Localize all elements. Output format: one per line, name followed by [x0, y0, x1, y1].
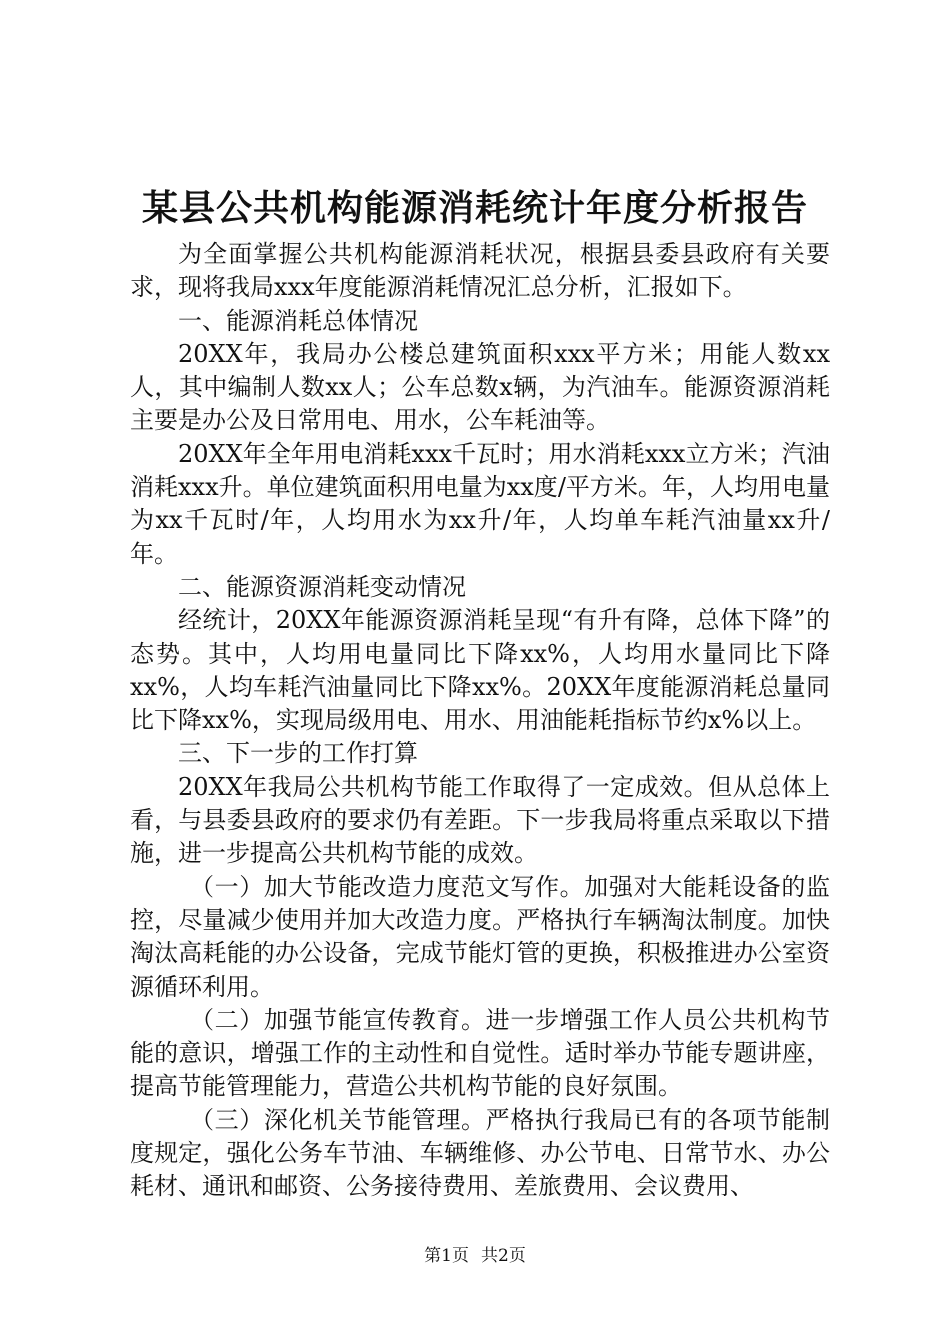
- measure-paragraph-2: （二）加强节能宣传教育。进一步增强工作人员公共机构节能的意识，增强工作的主动性和自觉性。适时举办节能专题讲座，提高节能管理能力，营造公共机构节能的良好氛围。: [130, 1005, 830, 1101]
- section-heading-1: 一、能源消耗总体情况: [178, 306, 418, 335]
- section-heading-2: 二、能源资源消耗变动情况: [178, 572, 466, 601]
- measure-paragraph-3: （三）深化机关节能管理。严格执行我局已有的各项节能制度规定，强化公务车节油、车辆维修、办公节电、日常节水、办公耗材、通讯和邮资、公务接待费用、差旅费用、会议费用、: [130, 1105, 830, 1201]
- document-title: 某县公共机构能源消耗统计年度分析报告: [141, 187, 808, 229]
- page-total: 共2页: [481, 1246, 526, 1266]
- body-paragraph: 20XX年全年用电消耗xxx千瓦时；用水消耗xxx立方米；汽油消耗xxx升。单位建筑面积用电量为xx度/平方米。年，人均用电量为xx千瓦时/年，人均用水为xx升/年，人均单车耗汽油量xx升/年。: [130, 439, 830, 568]
- page-number: 第1页: [424, 1246, 469, 1266]
- measure-paragraph-1: （一）加大节能改造力度范文写作。加强对大能耗设备的监控，尽量减少使用并加大改造力度。严格执行车辆淘汰制度。加快淘汰高耗能的办公设备，完成节能灯管的更换，积极推进办公室资源循环利用。: [130, 872, 830, 1001]
- body-paragraph: 20XX年，我局办公楼总建筑面积xxx平方米；用能人数xx人，其中编制人数xx人；公车总数x辆，为汽油车。能源资源消耗主要是办公及日常用电、用水，公车耗油等。: [130, 339, 830, 435]
- document-body: [130, 238, 830, 1204]
- intro-paragraph: 为全面掌握公共机构能源消耗状况，根据县委县政府有关要求，现将我局xxx年度能源消耗情况汇总分析，汇报如下。: [130, 240, 830, 302]
- page-footer: [0, 1244, 950, 1268]
- section-heading-3: 三、下一步的工作打算: [178, 739, 418, 768]
- body-paragraph: 20XX年我局公共机构节能工作取得了一定成效。但从总体上看，与县委县政府的要求仍有差距。下一步我局将重点采取以下措施，进一步提高公共机构节能的成效。: [130, 772, 830, 868]
- body-paragraph: 经统计，20XX年能源资源消耗呈现“有升有降，总体下降”的态势。其中，人均用电量同比下降xx%，人均用水量同比下降xx%，人均车耗汽油量同比下降xx%。20XX年度能源消耗总量同比下降xx%，实现局级用电、用水、用油能耗指标节约x%以上。: [130, 606, 830, 735]
